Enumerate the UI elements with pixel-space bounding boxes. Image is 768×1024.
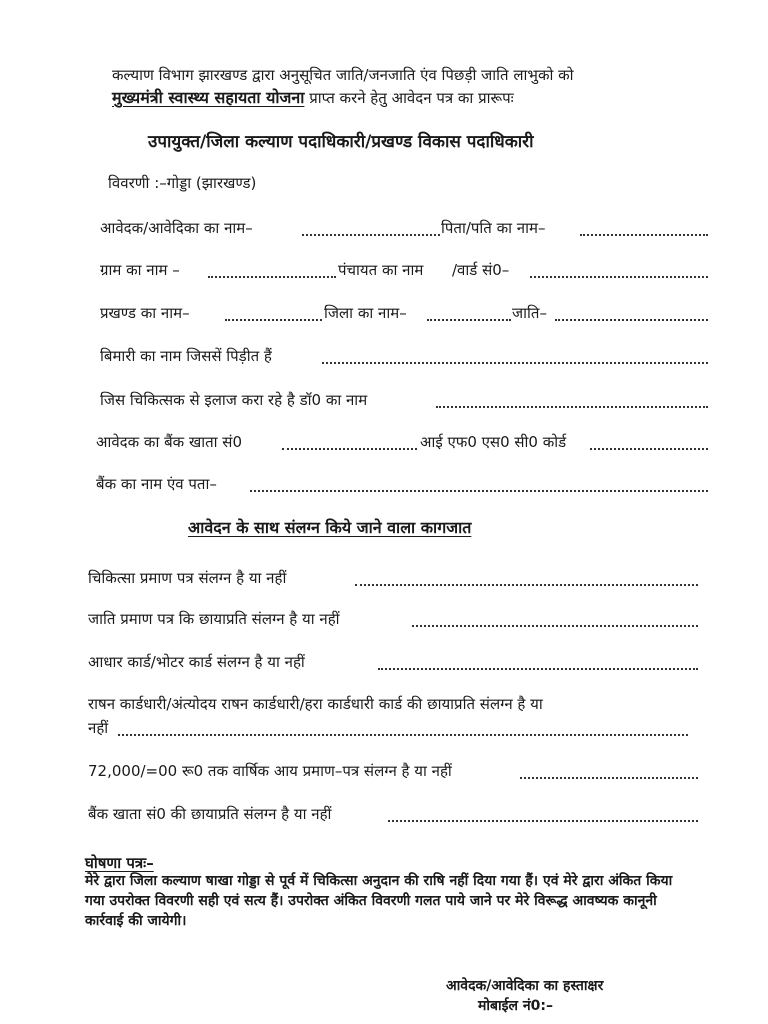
ward-label: /वार्ड सं0–: [452, 261, 510, 279]
signature-label: आवेदक/आवेदिका का हस्ताक्षर: [446, 978, 604, 994]
doctor-label: जिस चिकित्सक से इलाज करा रहे है डॉ0 का नाम: [100, 391, 368, 409]
applicant-name-label: आवेदक/आवेदिका का नाम–: [100, 219, 253, 237]
attachment-item-ration-cont: नहीं: [88, 719, 109, 737]
applicant-name-field[interactable]: [302, 234, 440, 236]
attachment-item-ration: राषन कार्डधारी/अंत्योदय राषन कार्डधारी/हरा कार्डधारी कार्ड की छायाप्रति संलग्न है या: [88, 695, 543, 713]
attachment-item-income: 72,000/=00 रू0 तक वार्षिक आय प्रमाण–पत्र संलग्न है या नहीं: [88, 762, 452, 780]
ifsc-field[interactable]: [590, 448, 708, 450]
village-label: ग्राम का नाम –: [100, 261, 180, 279]
attachment-field-caste[interactable]: [412, 625, 698, 627]
ifsc-label: आई एफ0 एस0 सी0 कोर्ड: [420, 433, 567, 451]
attachment-item-aadhar: आधार कार्ड/भोटर कार्ड संलग्न है या नहीं: [88, 653, 305, 671]
attachment-field-aadhar[interactable]: [378, 668, 698, 670]
scheme-name: मुख्यमंत्री स्वास्थ्य सहायता योजना: [112, 88, 305, 107]
district-field[interactable]: [427, 319, 511, 321]
doctor-field[interactable]: [436, 406, 708, 408]
account-field[interactable]: [282, 448, 417, 450]
attachments-heading: आवेदन के साथ संलग्न किये जाने वाला कागजात: [188, 518, 472, 537]
father-name-label: पिता/पति का नाम–: [441, 219, 546, 237]
block-field[interactable]: [225, 319, 322, 321]
bank-label: बैंक का नाम एंव पता–: [96, 475, 217, 493]
addressee: उपायुक्त/जिला कल्याण पदाधिकारी/प्रखण्ड विकास पदाधिकारी: [148, 132, 534, 152]
intro-line-2: [112, 88, 514, 108]
attachment-field-ration[interactable]: [118, 734, 688, 736]
vivarni-line: विवरणी :–गोड्डा (झारखण्ड): [108, 174, 257, 192]
panchayat-ward-field[interactable]: [530, 276, 708, 278]
intro-line: कल्याण विभाग झारखण्ड द्वारा अनुसूचित जाति/जनजाति एंव पिछड़ी जाति लाभुको को: [112, 66, 574, 84]
disease-field[interactable]: [322, 362, 708, 364]
block-label: प्रखण्ड का नाम–: [100, 304, 190, 322]
caste-field[interactable]: [555, 319, 708, 321]
attachment-item-caste: जाति प्रमाण पत्र कि छायाप्रति संलग्न है या नहीं: [88, 610, 340, 628]
declaration-text: मेरे द्वारा जिला कल्याण षाखा गोड्डा से पूर्व में चिकित्सा अनुदान की राषि नहीं दिया गया हैं। एवं मेरे द्वारा अंकित किया गया उपरोक्त विवरणी सही एवं सत्य हैं। उपरोक्त अंकित विवरणी गलत पाये जाने पर मेरे विरूद्ध आवष्यक कानूनी कार्रवाई की जायेगी।: [85, 873, 673, 929]
mobile-label: मोबाईल नं0:–: [478, 998, 553, 1014]
village-field[interactable]: [208, 276, 336, 278]
account-label: आवेदक का बैंक खाता सं0: [96, 433, 242, 451]
bank-field[interactable]: [250, 490, 708, 492]
intro-line-2-rest: प्राप्त करने हेतु आवेदन पत्र का प्रारूपः: [309, 89, 514, 107]
disease-label: बिमारी का नाम जिससें पिड़ीत हैं: [100, 347, 272, 365]
panchayat-label: पंचायत का नाम: [338, 261, 424, 279]
attachment-item-bank: बैंक खाता सं0 की छायाप्रति संलग्न है या नहीं: [88, 805, 332, 823]
attachment-item-medical: चिकित्सा प्रमाण पत्र संलग्न है या नहीं: [88, 569, 287, 587]
attachment-field-income[interactable]: [520, 777, 698, 779]
district-label: जिला का नाम–: [324, 304, 407, 322]
father-name-field[interactable]: [580, 234, 708, 236]
declaration-heading: घोषणा पत्रः–: [85, 854, 154, 872]
caste-label: जाति–: [512, 304, 547, 322]
attachment-field-medical[interactable]: [355, 584, 698, 586]
attachment-field-bank[interactable]: [388, 820, 698, 822]
